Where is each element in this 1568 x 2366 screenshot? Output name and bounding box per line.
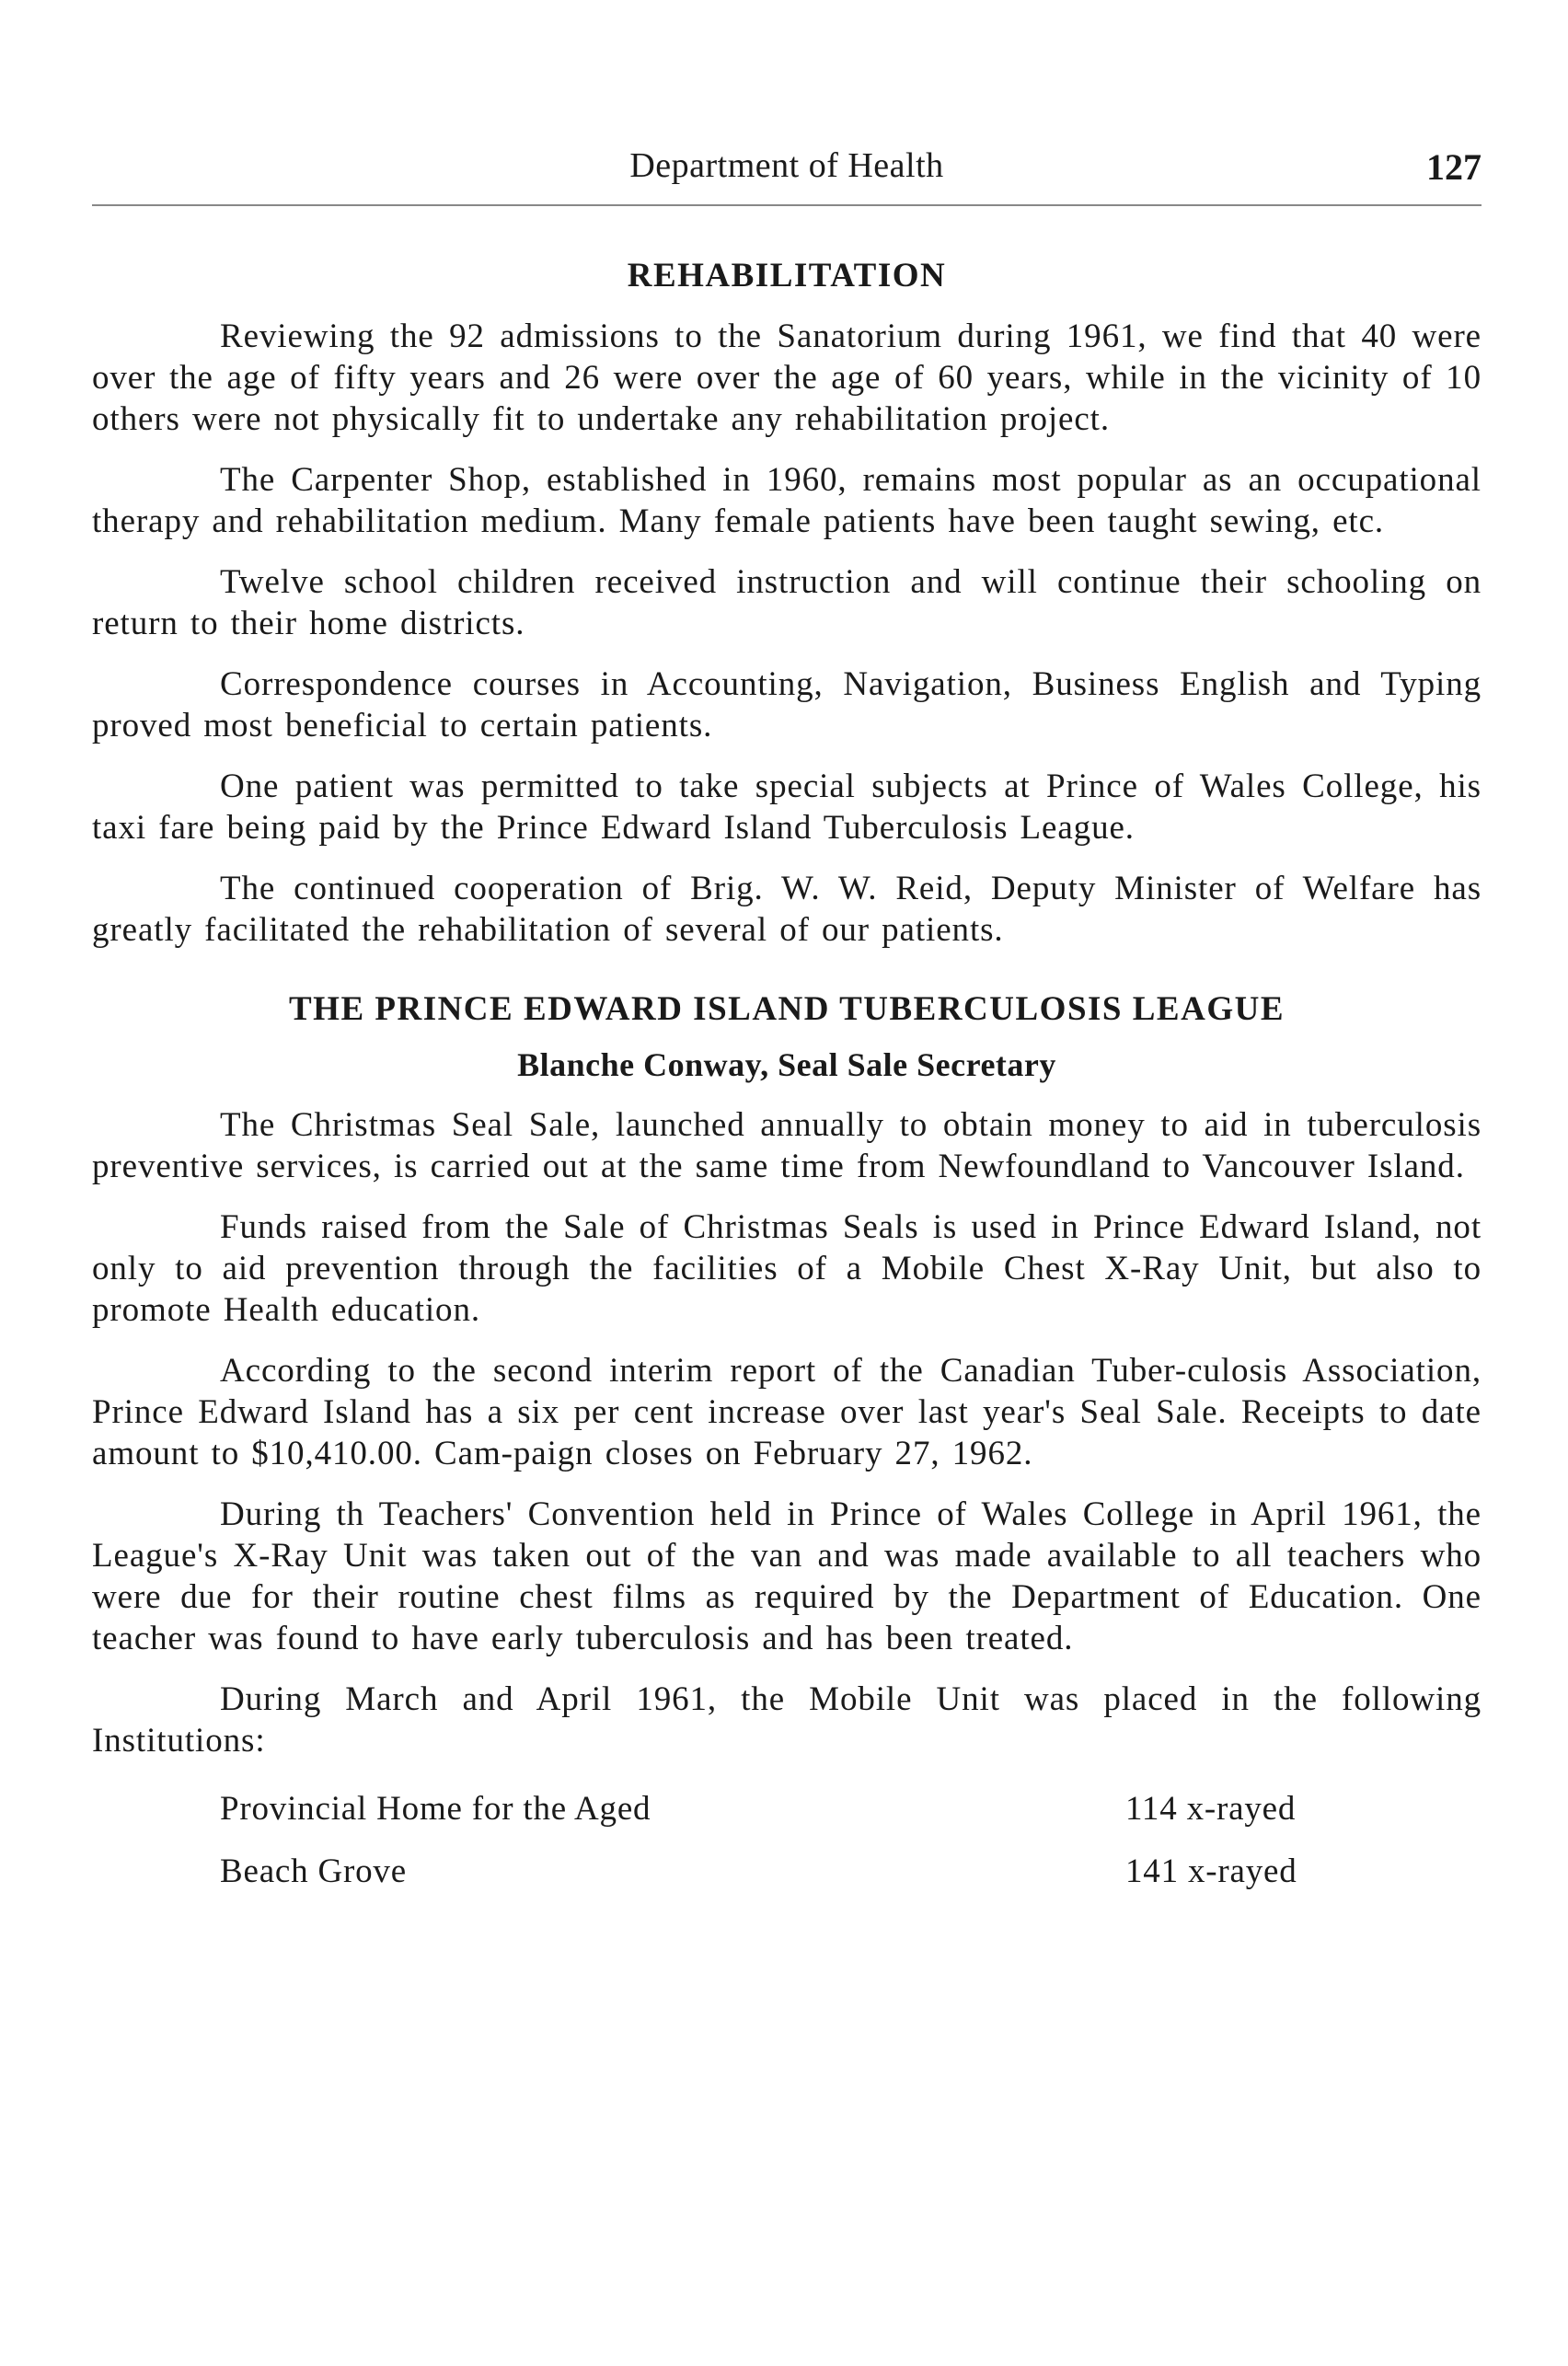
- league-paragraph: According to the second interim report of the Canadian Tuber-culosis Association, Prince Edward Island has a six per cent increase over last year's Seal Sale. Receipts to date amount to $10,410.00. Cam-paign closes on February 27, 1962.: [92, 1352, 1482, 1472]
- rehabilitation-paragraph: The Carpenter Shop, established in 1960, remains most popular as an occupational therapy and rehabilitation medium. Many female patients have been taught sewing, etc.: [92, 461, 1482, 540]
- league-byline: Blanche Conway, Seal Sale Secretary: [517, 1046, 1056, 1083]
- rehabilitation-paragraph: Correspondence courses in Accounting, Navigation, Business English and Typing proved most beneficial to certain patients.: [92, 665, 1482, 744]
- league-section: [92, 989, 1482, 1914]
- league-paragraph: The Christmas Seal Sale, launched annually to obtain money to aid in tuberculosis preventive services, is carried out at the same time from Newfoundland to Vancouver Island.: [92, 1106, 1482, 1185]
- page-number: 127: [1426, 146, 1482, 188]
- league-heading: THE PRINCE EDWARD ISLAND TUBERCULOSIS LEAGUE: [288, 990, 1286, 1028]
- rehabilitation-paragraph: Twelve school children received instruction and will continue their schooling on return to their home districts.: [92, 563, 1482, 642]
- institution-name: Beach Grove: [220, 1852, 407, 1890]
- league-paragraph: During March and April 1961, the Mobile Unit was placed in the following Institutions:: [92, 1680, 1482, 1760]
- institution-name: Provincial Home for the Aged: [220, 1790, 651, 1828]
- running-header-title: Department of Health: [629, 146, 944, 185]
- league-paragraph: During th Teachers' Convention held in Prince of Wales College in April 1961, the League's X-Ray Unit was taken out of the van and was made available to all teachers who were due for their routine chest films as required by the Department of Education. One teacher was found to have early tuberculosis and has been treated.: [92, 1495, 1482, 1657]
- institution-row: [92, 1852, 1482, 1914]
- document-page: [92, 138, 1482, 1914]
- running-header: [92, 138, 1482, 193]
- institution-list: [92, 1789, 1482, 1914]
- institution-xray-count: 114 x-rayed: [1125, 1790, 1297, 1828]
- rehabilitation-paragraph: One patient was permitted to take special subjects at Prince of Wales College, his taxi fare being paid by the Prince Edward Island Tuberculosis League.: [92, 768, 1482, 847]
- rehabilitation-paragraph: Reviewing the 92 admissions to the Sanatorium during 1961, we find that 40 were over the age of fifty years and 26 were over the age of 60 years, while in the vicinity of 10 others were not physically fit to undertake any rehabilitation project.: [92, 317, 1482, 438]
- rehabilitation-paragraph: The continued cooperation of Brig. W. W. Reid, Deputy Minister of Welfare has greatly facilitated the rehabilitation of several of our patients.: [92, 870, 1482, 949]
- institution-xray-count: 141 x-rayed: [1125, 1852, 1297, 1890]
- league-paragraph: Funds raised from the Sale of Christmas Seals is used in Prince Edward Island, not only to aid prevention through the facilities of a Mobile Chest X-Ray Unit, but also to promote Health education.: [92, 1208, 1482, 1329]
- rehabilitation-section: [92, 256, 1482, 951]
- institution-row: [92, 1789, 1482, 1852]
- rehabilitation-heading: REHABILITATION: [627, 257, 947, 294]
- header-rule: [92, 204, 1482, 206]
